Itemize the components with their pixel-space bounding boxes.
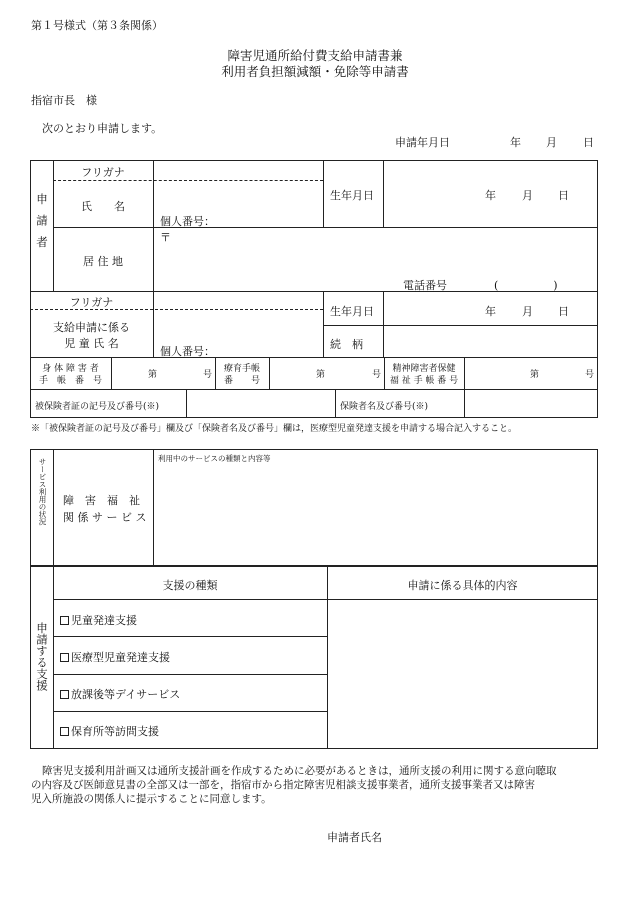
consent-line-2: の内容及び医師意見書の全部又は一部を，指宿市から指定障害児相談支援事業者，通所支援事業者又は障害 bbox=[31, 779, 535, 791]
applicant-section-label: 申請者 bbox=[35, 193, 49, 258]
mental-handbook-go: 号 bbox=[585, 370, 595, 380]
child-name-label-1: 支給申請に係る bbox=[53, 321, 130, 334]
applicant-my-number-label: 個人番号： bbox=[160, 215, 215, 228]
ryoiku-handbook-dai: 第 bbox=[316, 370, 326, 380]
support-option-nursery-visit-support[interactable]: 保育所等訪問支援 bbox=[60, 723, 159, 739]
support-type-header: 支援の種類 bbox=[162, 579, 218, 592]
mental-handbook-dai: 第 bbox=[530, 370, 540, 380]
applicant-birth-label: 生年月日 bbox=[330, 189, 374, 202]
intro-text: 次のとおり申請します。 bbox=[42, 122, 163, 135]
child-my-number-label: 個人番号： bbox=[160, 345, 215, 358]
applicant-birth-year: 年 bbox=[485, 189, 496, 202]
signature-label: 申請者氏名 bbox=[327, 831, 382, 844]
applicant-birth-day: 日 bbox=[558, 189, 569, 202]
ryoiku-handbook-label-2: 番 号 bbox=[223, 376, 260, 386]
phone-parentheses: ( ) bbox=[494, 279, 558, 292]
postal-mark: 〒 bbox=[160, 231, 171, 244]
support-option-medical-child-development[interactable]: 医療型児童発達支援 bbox=[60, 649, 170, 665]
checkbox[interactable] bbox=[60, 653, 69, 662]
applicant-furigana-label: フリガナ bbox=[81, 166, 125, 179]
addressee: 指宿市長 様 bbox=[31, 94, 97, 107]
support-option-child-development[interactable]: 児童発達支援 bbox=[60, 612, 137, 628]
mental-handbook-label-2: 福 祉 手 帳 番 号 bbox=[389, 376, 459, 386]
application-date-month: 月 bbox=[546, 136, 557, 149]
child-name-label-2: 児 童 氏 名 bbox=[64, 337, 119, 350]
checkbox[interactable] bbox=[60, 690, 69, 699]
phone-label: 電話番号 bbox=[403, 279, 447, 292]
physical-handbook-label-2: 手 帳 番 号 bbox=[38, 376, 102, 386]
consent-line-1: 障害児支援利用計画又は通所支援計画を作成するために必要があるときは，通所支援の利用に関する意向聴取 bbox=[42, 765, 557, 777]
support-option-after-school-day-service[interactable]: 放課後等デイサービス bbox=[60, 686, 180, 702]
service-category-2: 関 係 サ ー ビ ス bbox=[63, 511, 147, 524]
child-furigana-label: フリガナ bbox=[69, 296, 114, 309]
consent-line-3: 児入所施設の関係人に提示することに同意します。 bbox=[31, 793, 272, 805]
application-date-day: 日 bbox=[583, 136, 594, 149]
insurance-note: ※「被保険者証の記号及び番号」欄及び「保険者名及び番号」欄は，医療型児童発達支援を申請する場合記入すること。 bbox=[31, 424, 518, 434]
support-detail-header: 申請に係る具体的内容 bbox=[407, 579, 518, 592]
child-birth-month: 月 bbox=[522, 305, 533, 318]
physical-handbook-label-1: 身 体 障 害 者 bbox=[42, 364, 99, 374]
form-title-line1: 障害児通所給付費支給申請書兼 bbox=[227, 48, 403, 63]
checkbox[interactable] bbox=[60, 616, 69, 625]
ryoiku-handbook-label-1: 療育手帳 bbox=[223, 364, 260, 374]
support-request-section-label: 申請する支援 bbox=[35, 622, 49, 691]
checkbox[interactable] bbox=[60, 727, 69, 736]
child-birth-year: 年 bbox=[485, 305, 496, 318]
physical-handbook-go: 号 bbox=[203, 370, 213, 380]
applicant-name-label: 氏 名 bbox=[81, 200, 125, 213]
applicant-birth-month: 月 bbox=[522, 189, 533, 202]
form-title-line2: 利用者負担額減額・免除等申請書 bbox=[221, 64, 409, 79]
service-category-1: 障 害 福 祉 bbox=[63, 494, 140, 507]
application-date-year: 年 bbox=[510, 136, 521, 149]
ryoiku-handbook-go: 号 bbox=[372, 370, 382, 380]
service-content-label: 利用中のサービスの種類と内容等 bbox=[158, 454, 271, 463]
mental-handbook-label-1: 精神障害者保健 bbox=[392, 364, 456, 374]
child-relation-label: 続 柄 bbox=[330, 338, 363, 351]
service-status-section-label: サービス利用の状況 bbox=[38, 458, 47, 526]
physical-handbook-dai: 第 bbox=[148, 370, 158, 380]
insurer-label: 保険者名及び番号(※) bbox=[340, 402, 429, 412]
child-birth-label: 生年月日 bbox=[330, 305, 374, 318]
insurance-card-label: 被保険者証の記号及び番号(※) bbox=[35, 402, 160, 412]
applicant-address-label: 居 住 地 bbox=[83, 255, 123, 268]
child-birth-day: 日 bbox=[558, 305, 569, 318]
application-date-label: 申請年月日 bbox=[395, 136, 450, 149]
form-number: 第１号様式（第３条関係） bbox=[31, 19, 163, 32]
